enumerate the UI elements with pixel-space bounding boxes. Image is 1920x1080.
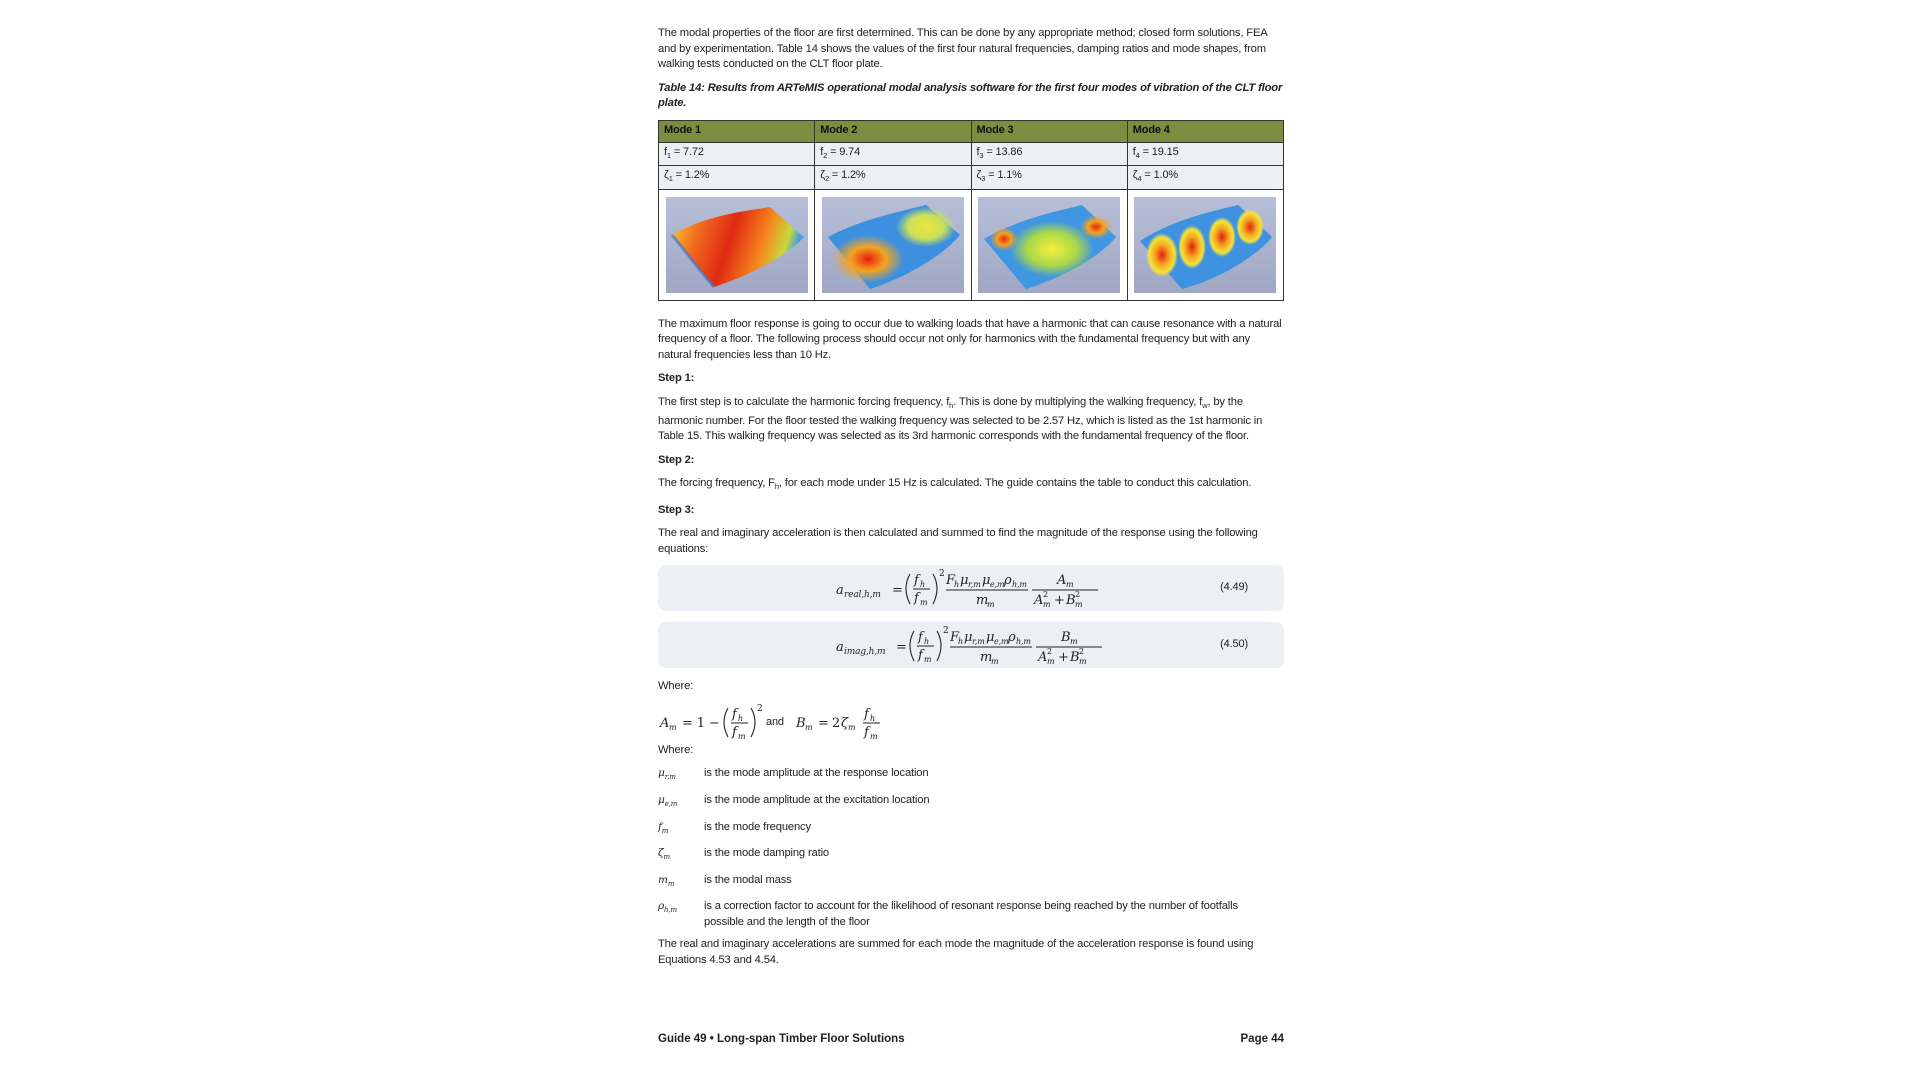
damping-row — [659, 166, 1284, 190]
svg-text:2: 2 — [1075, 590, 1080, 600]
svg-text:m: m — [1070, 637, 1078, 647]
equation-real-formula — [836, 566, 1116, 610]
svg-text:2: 2 — [1043, 590, 1048, 600]
svg-text:r,m: r,m — [972, 637, 985, 647]
mode-shape-row — [659, 189, 1284, 300]
svg-text:ρ: ρ — [1004, 573, 1012, 589]
definition-symbol: $\rho_{h,m}$ — [658, 900, 677, 915]
definition-row — [658, 873, 1284, 893]
svg-text:+: + — [1058, 650, 1069, 666]
svg-text:m: m — [976, 593, 989, 609]
table-caption: Table 14: Results from ARTeMIS operational modal analysis software for the first four modes of vibration of the CLT floor plate. — [658, 81, 1283, 109]
svg-text:h: h — [870, 713, 876, 723]
svg-text:B: B — [1061, 630, 1071, 646]
definition-symbol: $\zeta_m$ — [658, 847, 671, 862]
mode-shape-cell — [815, 189, 971, 300]
equation-number: (4.50) — [1220, 638, 1248, 651]
footer-page-number: Page 44 — [1240, 1033, 1284, 1045]
definition-row — [658, 820, 1284, 840]
svg-text:B: B — [1066, 593, 1076, 609]
svg-text:μ: μ — [982, 573, 991, 589]
damping-cell: $\zeta_1 = 1.2\%$ — [659, 166, 815, 190]
definition-text: is the mode amplitude at the excitation location — [704, 793, 930, 806]
step-1-paragraph: The first step is to calculate the harmonic forcing frequency, $f_h$. This is done by multiplying the walking frequency, $f_w$, by the harmonic number. For the floor tested the walking frequency was selected to be 2.57 Hz, which is listed as the 1st harmonic in Table 15. This walking frequency was selected as its 3rd harmonic corresponds with the fundamental frequency of the floor. — [658, 395, 1263, 443]
svg-text:B: B — [796, 715, 806, 731]
definition-text: is the modal mass — [704, 873, 792, 886]
svg-text:μ: μ — [986, 630, 995, 646]
am-bm-definition — [658, 703, 1284, 741]
svg-text:f: f — [732, 706, 737, 722]
mode-shape-cell — [659, 189, 815, 300]
frequency-cell: $f_1 = 7.72$ — [659, 142, 815, 166]
svg-text:f: f — [918, 630, 923, 646]
svg-text:A: A — [1034, 593, 1044, 609]
svg-text:f: f — [914, 573, 919, 589]
equation-imaginary-acceleration — [658, 622, 1284, 668]
mode-shape-2-image — [822, 197, 964, 293]
symbol-definitions — [658, 766, 1284, 930]
svg-text:m: m — [980, 650, 993, 666]
table-header-row — [659, 120, 1284, 142]
definition-text: is the mode amplitude at the response location — [704, 767, 929, 780]
svg-text:=: = — [818, 715, 829, 731]
definition-symbol: $m_m$ — [658, 873, 675, 888]
svg-text:h: h — [924, 637, 930, 647]
mode-header: Mode 2 — [815, 120, 971, 142]
svg-text:f: f — [918, 648, 923, 664]
svg-text:h: h — [958, 637, 964, 647]
svg-text:m: m — [987, 600, 995, 610]
definition-row — [658, 766, 1284, 786]
svg-text:+: + — [1054, 593, 1065, 609]
definition-text: is the mode frequency — [704, 820, 811, 833]
closing-paragraph: The real and imaginary accelerations are summed for each mode the magnitude of the acceleration response is found using Equations 4.53 and 4.54. — [658, 938, 1254, 966]
svg-text:=: = — [892, 583, 903, 599]
equation-number: (4.49) — [1220, 581, 1248, 594]
step-3-paragraph: The real and imaginary acceleration is then calculated and summed to find the magnitude of the response using the following equations: — [658, 527, 1258, 555]
definition-row — [658, 793, 1284, 813]
mode-shape-4-image — [1134, 197, 1276, 293]
definition-row — [658, 899, 1284, 930]
svg-text:m: m — [805, 722, 813, 732]
mode-shape-cell — [971, 189, 1127, 300]
svg-text:B: B — [1070, 650, 1080, 666]
damping-cell: $\zeta_4 = 1.0\%$ — [1127, 166, 1283, 190]
definition-text: is the mode damping ratio — [704, 847, 829, 860]
max-response-paragraph: The maximum floor response is going to occur due to walking loads that have a harmonic that can cause resonance with a natural frequency of a floor. The following process should occur not only for harmonics with the fundamental frequency but with any natural frequencies less than 10 Hz. — [658, 317, 1282, 361]
svg-text:m: m — [870, 731, 878, 741]
svg-text:F: F — [946, 573, 955, 589]
svg-text:F: F — [950, 630, 959, 646]
svg-text:2: 2 — [939, 569, 945, 580]
footer-guide-title: Guide 49 • Long-span Timber Floor Solutions — [658, 1033, 905, 1045]
svg-text:m: m — [924, 655, 932, 665]
modes-table — [658, 120, 1284, 301]
definition-symbol: $\mu_{r,m}$ — [658, 767, 676, 782]
svg-text:h: h — [920, 580, 926, 590]
mode-header: Mode 3 — [971, 120, 1127, 142]
and-word: and — [766, 715, 784, 728]
svg-text:real,h,m: real,h,m — [844, 590, 881, 601]
svg-text:h: h — [738, 713, 744, 723]
definition-symbol: $f_m$ — [658, 820, 669, 835]
svg-text:m: m — [1043, 600, 1051, 610]
where-label: Where: — [658, 680, 694, 693]
definition-text: is a correction factor to account for the likelihood of resonant response being reached by the number of footfalls possible and the length of the floor — [704, 900, 1238, 928]
svg-text:m: m — [1047, 657, 1055, 667]
document-page — [658, 26, 1284, 976]
svg-text:2: 2 — [757, 703, 763, 714]
svg-text:= 1 −: = 1 − — [682, 715, 720, 731]
svg-text:2: 2 — [832, 715, 841, 731]
svg-text:A: A — [1038, 650, 1048, 666]
svg-text:ρ: ρ — [1008, 630, 1016, 646]
svg-text:m: m — [738, 731, 746, 741]
definition-symbol: $\mu_{e,m}$ — [658, 793, 678, 809]
svg-text:m: m — [848, 722, 856, 732]
svg-text:f: f — [914, 591, 919, 607]
svg-text:m: m — [669, 722, 677, 732]
frequency-row — [659, 142, 1284, 166]
svg-text:a: a — [836, 583, 844, 599]
frequency-cell: $f_4 = 19.15$ — [1127, 142, 1283, 166]
equation-imaginary-formula — [836, 623, 1116, 667]
svg-text:m: m — [991, 657, 999, 667]
mode-shape-cell — [1127, 189, 1283, 300]
mode-header: Mode 4 — [1127, 120, 1283, 142]
equation-real-acceleration — [658, 565, 1284, 611]
svg-text:2: 2 — [943, 626, 949, 637]
step-1-heading: Step 1: — [658, 372, 695, 385]
definition-row — [658, 846, 1284, 866]
step-3-heading: Step 3: — [658, 503, 695, 516]
svg-text:μ: μ — [964, 630, 973, 646]
page-footer — [658, 1033, 1284, 1045]
svg-text:f: f — [732, 724, 737, 740]
damping-cell: $\zeta_3 = 1.1\%$ — [971, 166, 1127, 190]
svg-text:a: a — [836, 640, 844, 656]
frequency-cell: $f_3 = 13.86$ — [971, 142, 1127, 166]
svg-text:m: m — [1075, 600, 1083, 610]
mode-header: Mode 1 — [659, 120, 815, 142]
svg-text:imag,h,m: imag,h,m — [844, 647, 886, 658]
svg-text:ζ: ζ — [841, 715, 848, 731]
svg-text:h: h — [954, 580, 960, 590]
step-2-heading: Step 2: — [658, 453, 695, 466]
intro-paragraph: The modal properties of the floor are first determined. This can be done by any appropriate method; closed form solutions, FEA and by experimentation. Table 14 shows the values of the first four natural frequencies, damping ratios and mode shapes, from walking tests conducted on the CLT floor plate. — [658, 27, 1267, 70]
svg-text:m: m — [920, 598, 928, 608]
svg-text:2: 2 — [1047, 647, 1052, 657]
svg-text:m: m — [1079, 657, 1087, 667]
svg-text:r,m: r,m — [968, 580, 981, 590]
svg-text:e,m: e,m — [994, 637, 1009, 647]
step-2-paragraph: The forcing frequency, $F_h$, for each mode under 15 Hz is calculated. The guide contains the table to conduct this calculation. — [658, 477, 1252, 492]
svg-text:e,m: e,m — [990, 580, 1005, 590]
svg-text:f: f — [864, 724, 869, 740]
svg-text:m: m — [1066, 580, 1074, 590]
svg-text:A: A — [1057, 573, 1067, 589]
svg-text:2: 2 — [1079, 647, 1084, 657]
mode-shape-3-image — [978, 197, 1120, 293]
where-label: Where: — [658, 743, 694, 756]
svg-text:A: A — [660, 715, 670, 731]
svg-text:h,m: h,m — [1012, 580, 1027, 590]
mode-shape-1-image — [666, 197, 808, 293]
svg-text:h,m: h,m — [1016, 637, 1031, 647]
svg-text:f: f — [864, 706, 869, 722]
svg-text:μ: μ — [960, 573, 969, 589]
svg-text:=: = — [896, 640, 907, 656]
damping-cell: $\zeta_2 = 1.2\%$ — [815, 166, 971, 190]
frequency-cell: $f_2 = 9.74$ — [815, 142, 971, 166]
